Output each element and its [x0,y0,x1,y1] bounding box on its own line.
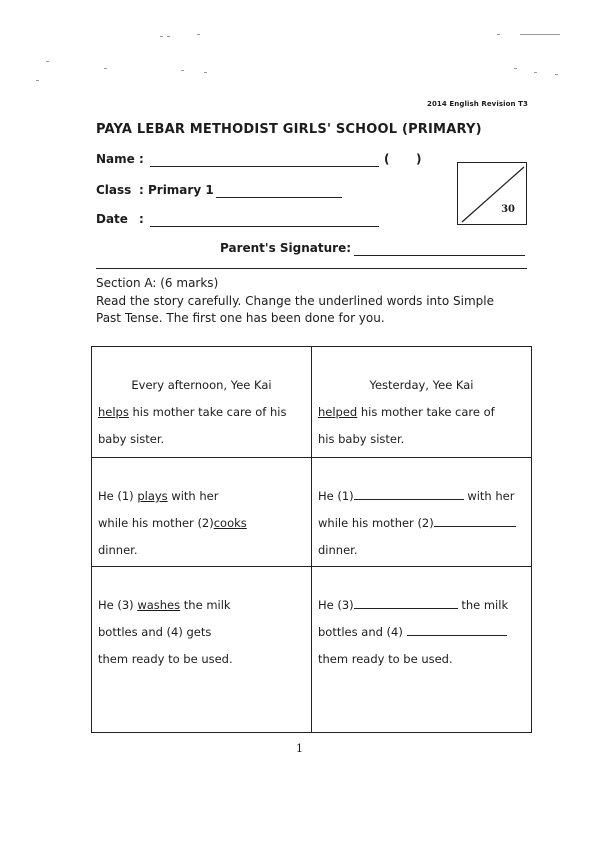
score-diagonal [458,163,528,226]
index-open-paren: ( [384,152,390,166]
q34-present-line3: them ready to be used. [98,652,233,666]
scan-speck [181,70,184,71]
name-colon: : [139,152,144,166]
scan-speck [520,34,560,35]
signature-field[interactable] [354,255,525,256]
scan-speck [46,61,49,62]
scan-speck [36,80,39,81]
table-row [92,347,532,458]
scan-speck [514,68,517,69]
q34-answer-line2-pre: bottles and (4) [318,625,407,639]
q34-present-line2: bottles and (4) gets [98,625,212,639]
q12-present-post: with her [167,489,219,503]
q34-answer-line2 [318,619,525,646]
score-total: 30 [501,204,515,215]
date-colon: : [139,212,144,226]
q12-present-line2-pre: while his mother (2) [98,516,214,530]
example-past-line1: Yesterday, Yee Kai [369,378,474,392]
page-number: 1 [296,742,303,755]
question-1-2-answer-cell [312,458,532,567]
q12-answer-line2 [318,510,525,537]
story-table [91,346,532,733]
q4-answer-blank[interactable] [407,624,507,636]
q3-present-verb: washes [137,598,181,612]
example-past-line2 [318,399,525,426]
q3-answer-blank[interactable] [354,597,458,609]
school-name: PAYA LEBAR METHODIST GIRLS' SCHOOL (PRIMARY) [96,122,482,137]
question-3-4-answer-cell [312,567,532,733]
q34-present-line1 [98,592,305,619]
example-present-rest: his mother take care of his [128,405,287,419]
q34-present-post: the milk [180,598,231,612]
section-instruction-line2: Past Tense. The first one has been done for you. [96,311,385,325]
section-title: Section A: (6 marks) [96,276,219,290]
class-label: Class [96,183,132,197]
example-present-verb: helps [98,405,129,419]
q34-answer-line3: them ready to be used. [318,652,453,666]
table-row [92,458,532,567]
section-instruction-line1: Read the story carefully. Change the underlined words into Simple [96,294,494,308]
question-3-4-present-cell [92,567,312,733]
example-present-cell [92,347,312,458]
example-present-line2 [98,399,305,426]
example-past-cell [312,347,532,458]
q12-present-line3: dinner. [98,543,138,557]
q12-present-line2 [98,510,305,537]
q34-answer-pre: He (3) [318,598,354,612]
example-past-line3: his baby sister. [318,432,405,446]
scan-speck [197,34,200,35]
q12-present-pre: He (1) [98,489,138,503]
score-box [457,162,527,225]
example-present-line1: Every afternoon, Yee Kai [131,378,272,392]
q12-answer-pre: He (1) [318,489,354,503]
index-close-paren: ) [416,152,422,166]
q12-answer-post: with her [463,489,515,503]
table-row [92,567,532,733]
q12-present-line1 [98,483,305,510]
date-field[interactable] [150,226,379,227]
question-1-2-present-cell [92,458,312,567]
q12-answer-line3: dinner. [318,543,358,557]
q12-answer-line1 [318,483,525,510]
class-field[interactable] [216,197,342,198]
q2-answer-blank[interactable] [434,515,516,527]
example-present-line3: baby sister. [98,432,165,446]
scan-speck [534,72,537,73]
q34-present-pre: He (3) [98,598,138,612]
q1-answer-blank[interactable] [354,488,464,500]
scan-speck [160,36,163,37]
signature-label: Parent's Signature: [220,241,352,255]
date-label: Date [96,212,128,226]
q12-answer-line2-pre: while his mother (2) [318,516,434,530]
q34-answer-line1 [318,592,525,619]
scan-speck [104,68,107,69]
revision-tag: 2014 English Revision T3 [426,100,528,108]
scan-speck [555,74,558,75]
name-label: Name [96,152,135,166]
q34-answer-post: the milk [457,598,509,612]
scan-speck [204,72,207,73]
class-value: : Primary 1 [139,183,214,197]
q2-present-verb: cooks [213,516,247,530]
example-past-verb: helped [318,405,358,419]
divider-rule [96,268,527,269]
q1-present-verb: plays [137,489,168,503]
scan-speck [167,36,170,37]
name-field[interactable] [150,166,379,167]
example-past-rest: his mother take care of [357,405,495,419]
scan-speck [497,34,500,35]
